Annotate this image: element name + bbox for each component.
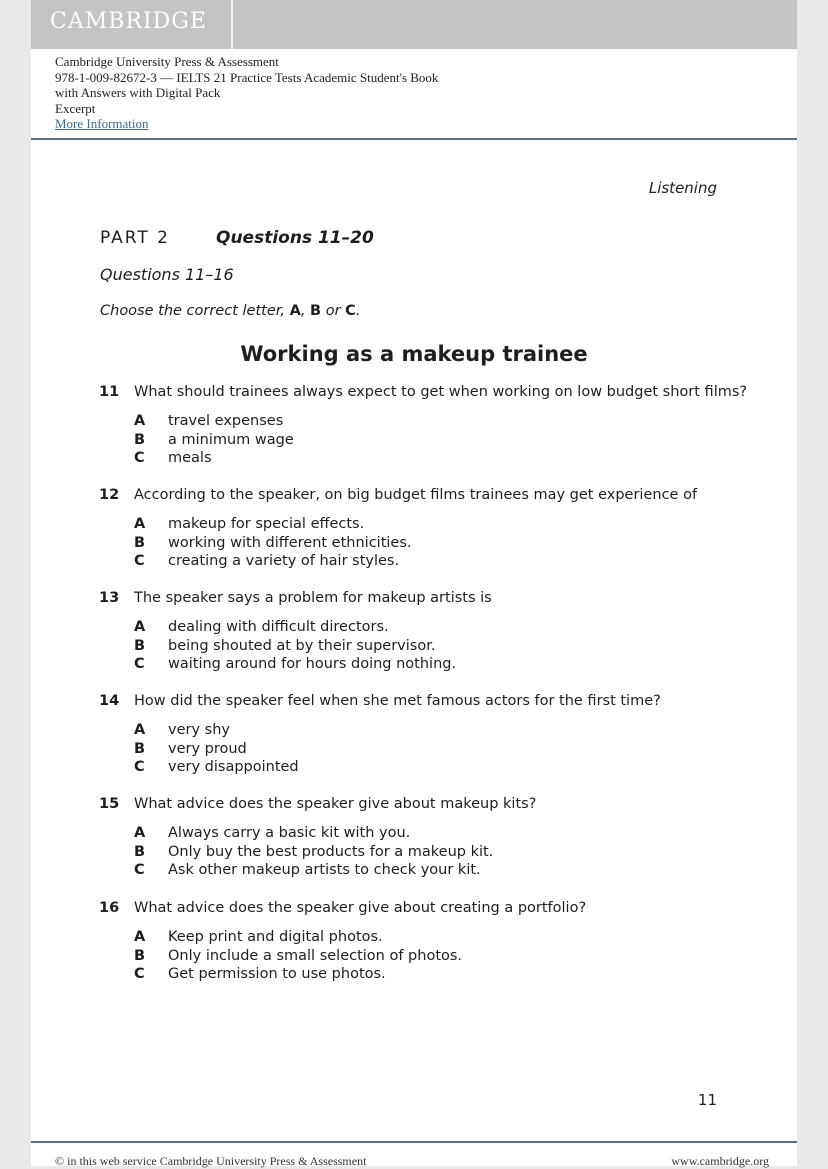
option-text: travel expenses: [168, 413, 284, 429]
question-number: 13: [99, 590, 120, 606]
publisher-line: Cambridge University Press & Assessment: [55, 54, 279, 69]
question-number: 12: [99, 487, 120, 503]
option-letter: A: [134, 722, 146, 738]
option-letter: B: [134, 431, 146, 448]
question-text: What advice does the speaker give about creating a portfolio?: [134, 900, 587, 916]
option-item: [99, 450, 759, 469]
instruction-sep-1: ,: [300, 303, 311, 319]
page-number: 11: [697, 1091, 717, 1109]
option-item: [99, 432, 759, 451]
question-block: [99, 693, 759, 778]
more-information-link[interactable]: More Information: [55, 116, 149, 131]
question-text: How did the speaker feel when she met famous actors for the first time?: [134, 693, 661, 709]
logo-box: [31, 0, 233, 49]
question-subset-heading: Questions 11–16: [100, 265, 234, 284]
option-item: [99, 966, 759, 985]
question-block: [99, 900, 759, 985]
option-letter: C: [134, 656, 145, 672]
header-banner: [31, 0, 797, 49]
option-letter: C: [134, 862, 145, 878]
option-letter: C: [134, 759, 145, 775]
copyright-notice: © in this web service Cambridge University Press & Assessment: [55, 1154, 367, 1168]
option-text: Get permission to use photos.: [168, 966, 386, 982]
document-page: [31, 0, 797, 1166]
option-text: waiting around for hours doing nothing.: [168, 656, 457, 672]
option-text: very disappointed: [168, 759, 299, 775]
option-item: [99, 844, 759, 863]
question-text: What advice does the speaker give about makeup kits?: [134, 796, 537, 812]
option-item: [99, 741, 759, 760]
option-item: [99, 722, 759, 741]
question-block: [99, 487, 759, 572]
option-text: creating a variety of hair styles.: [168, 553, 400, 569]
option-text: very proud: [168, 740, 247, 757]
option-letter: B: [134, 534, 146, 551]
option-letter: B: [134, 947, 146, 964]
question-number: 16: [99, 900, 120, 916]
header-divider: [31, 138, 797, 140]
option-text: Ask other makeup artists to check your kit.: [168, 862, 481, 878]
instruction-prefix: Choose the correct letter,: [100, 303, 290, 319]
question-block: [99, 590, 759, 675]
option-item: [99, 929, 759, 948]
website-link[interactable]: www.cambridge.org: [671, 1154, 769, 1168]
instruction-letter-a: A: [289, 303, 301, 319]
option-letter: B: [134, 843, 146, 860]
option-item: [99, 413, 759, 432]
option-text: meals: [168, 450, 212, 466]
option-text: very shy: [168, 722, 230, 738]
option-text: Always carry a basic kit with you.: [168, 825, 411, 841]
book-title-line-1: 978-1-009-82672-3 — IELTS 21 Practice Tests Academic Student's Book: [55, 69, 439, 85]
option-text: Keep print and digital photos.: [168, 929, 383, 945]
part-heading: [100, 228, 374, 248]
instruction-suffix: .: [355, 303, 361, 319]
option-text: Only buy the best products for a makeup kit.: [168, 843, 494, 860]
option-letter: B: [134, 637, 146, 654]
option-letter: C: [134, 553, 145, 569]
option-text: a minimum wage: [168, 431, 294, 448]
question-block: [99, 384, 759, 469]
question-number: 15: [99, 796, 120, 812]
option-text: being shouted at by their supervisor.: [168, 637, 436, 654]
option-letter: A: [134, 516, 146, 532]
option-item: [99, 948, 759, 967]
option-item: [99, 656, 759, 675]
option-item: [99, 825, 759, 844]
question-text: What should trainees always expect to get when working on low budget short films?: [134, 384, 748, 400]
book-title-line-2: with Answers with Digital Pack: [55, 85, 221, 100]
option-item: [99, 862, 759, 881]
section-title: Working as a makeup trainee: [240, 342, 588, 366]
option-item: [99, 535, 759, 554]
instruction-letter-c: C: [345, 303, 356, 319]
book-metadata: [55, 54, 755, 132]
option-letter: A: [134, 619, 146, 635]
option-item: [99, 759, 759, 778]
footer-divider: [31, 1141, 797, 1143]
part-questions-range: Questions 11–20: [216, 228, 374, 248]
section-label: Listening: [648, 179, 717, 197]
option-item: [99, 638, 759, 657]
option-letter: A: [134, 413, 146, 429]
question-number: 11: [99, 384, 120, 400]
option-item: [99, 619, 759, 638]
option-item: [99, 553, 759, 572]
excerpt-label: Excerpt: [55, 100, 96, 116]
question-block: [99, 796, 759, 881]
option-text: makeup for special effects.: [168, 516, 365, 532]
instruction-letter-b: B: [310, 303, 322, 319]
option-text: Only include a small selection of photos.: [168, 947, 463, 964]
option-letter: C: [134, 450, 145, 466]
option-letter: A: [134, 929, 146, 945]
option-letter: B: [134, 740, 146, 757]
option-text: working with different ethnicities.: [168, 534, 412, 551]
option-letter: A: [134, 825, 146, 841]
question-number: 14: [99, 693, 120, 709]
question-text: According to the speaker, on big budget films trainees may get experience of: [134, 487, 698, 503]
instruction: [100, 303, 360, 319]
part-label: PART 2: [100, 228, 170, 248]
option-letter: C: [134, 966, 145, 982]
instruction-sep-2: or: [321, 303, 346, 319]
cambridge-logo: CAMBRIDGE: [50, 9, 207, 34]
option-item: [99, 516, 759, 535]
option-text: dealing with difficult directors.: [168, 619, 389, 635]
question-text: The speaker says a problem for makeup artists is: [134, 590, 492, 606]
